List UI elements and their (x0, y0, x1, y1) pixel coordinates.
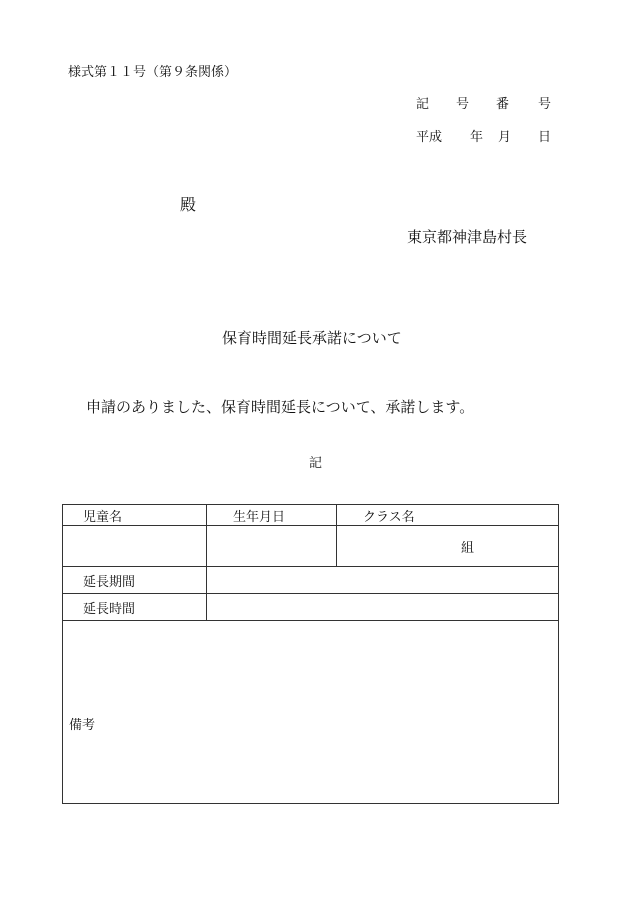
issuer: 東京都神津島村長 (407, 228, 528, 246)
issue-date (416, 126, 551, 145)
extension-period-row (63, 567, 559, 594)
date-year: 年 (470, 130, 484, 145)
class-cell[interactable] (337, 526, 559, 567)
remarks-cell[interactable] (63, 621, 559, 804)
remarks-label: 備考 (69, 717, 96, 733)
header-class-name: クラス名 (337, 505, 559, 526)
extension-period-cell[interactable] (207, 567, 559, 594)
extension-time-label: 延長時間 (63, 594, 207, 621)
child-name-cell[interactable] (63, 526, 207, 567)
form-number: 様式第１１号（第９条関係） (68, 65, 238, 80)
document-title: 保育時間延長承諾について (222, 329, 402, 347)
extension-period-label: 延長期間 (63, 567, 207, 594)
table-input-row (63, 526, 559, 567)
header-child-name: 児童名 (63, 505, 207, 526)
document-number (416, 93, 551, 112)
extension-time-row (63, 594, 559, 621)
body-text: 申請のありました、保育時間延長について、承諾します。 (86, 398, 475, 416)
header-birthdate: 生年月日 (207, 505, 337, 526)
ki-label: 記 (309, 456, 323, 471)
doc-number-go2: 号 (538, 97, 552, 112)
date-month: 月 (498, 130, 512, 145)
remarks-row (63, 621, 559, 804)
table-header-row (63, 505, 559, 526)
approval-table (62, 504, 559, 804)
date-day: 日 (538, 130, 552, 145)
addressee: 殿 (180, 195, 197, 214)
extension-time-cell[interactable] (207, 594, 559, 621)
class-unit-label: 組 (460, 540, 474, 556)
doc-number-go: 号 (456, 97, 470, 112)
date-era: 平成 (416, 130, 443, 145)
doc-number-ki: 記 (416, 97, 430, 112)
birthdate-cell[interactable] (207, 526, 337, 567)
doc-number-ban: 番 (496, 97, 510, 112)
